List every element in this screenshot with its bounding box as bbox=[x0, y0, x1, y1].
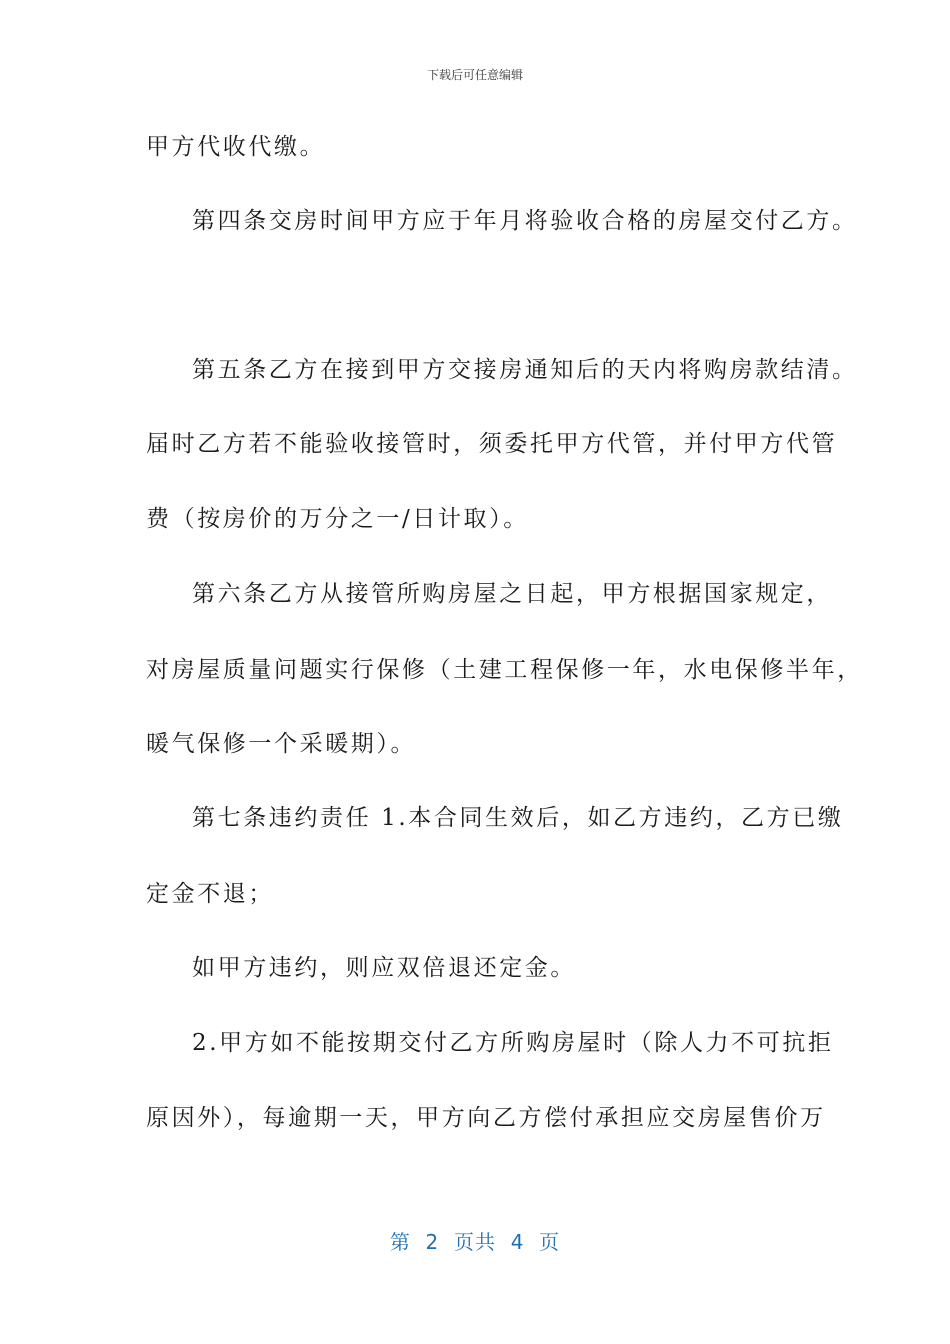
text-line: 届时乙方若不能验收接管时，须委托甲方代管，并付甲方代管 bbox=[146, 431, 838, 457]
text-line: 定金不退； bbox=[146, 881, 274, 907]
text-line: 2.甲方如不能按期交付乙方所购房屋时（除人力不可抗拒 bbox=[192, 1030, 834, 1056]
text-line: 原因外），每逾期一天，甲方向乙方偿付承担应交房屋售价万 bbox=[146, 1105, 826, 1131]
text-line: 第四条交房时间甲方应于年月将验收合格的房屋交付乙方。 bbox=[192, 208, 858, 234]
text-line: 如甲方违约，则应双倍退还定金。 bbox=[192, 955, 576, 981]
page-number-footer: 第 2 页共 4 页 bbox=[389, 1230, 561, 1254]
text-line: 第六条乙方从接管所购房屋之日起，甲方根据国家规定， bbox=[192, 581, 832, 607]
text-line: 对房屋质量问题实行保修（土建工程保修一年，水电保修半年， bbox=[146, 657, 863, 683]
page-header: 下载后可任意编辑 bbox=[426, 68, 523, 82]
text-line: 第五条乙方在接到甲方交接房通知后的天内将购房款结清。 bbox=[192, 357, 858, 383]
text-line: 费（按房价的万分之一/日计取）。 bbox=[146, 506, 529, 532]
text-line: 暖气保修一个采暖期）。 bbox=[146, 731, 417, 757]
text-line: 甲方代收代缴。 bbox=[146, 134, 326, 160]
text-line: 第七条违约责任 1.本合同生效后，如乙方违约，乙方已缴 bbox=[192, 805, 844, 831]
